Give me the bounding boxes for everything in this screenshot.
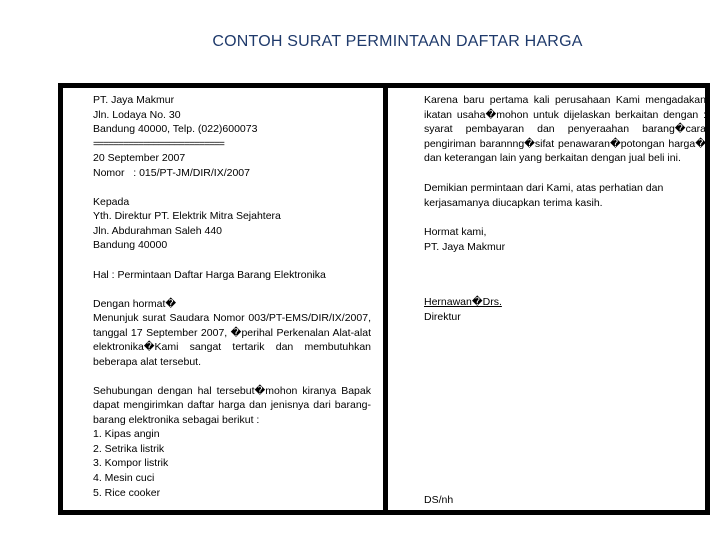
letter-date: 20 September 2007 [93, 152, 186, 165]
sender-address: Jln. Lodaya No. 30 [93, 108, 181, 121]
signer-title: Direktur [424, 310, 461, 323]
signer-name: Hernawan�Drs. [424, 296, 502, 309]
sender-company: PT. Jaya Makmur [93, 94, 175, 106]
body-paragraph-3: Karena baru pertama kali perusahaan Kami mengadakan ikatan usaha�mohon untuk dijelaskan berkaitan dengan : syarat pembayaran dan penyeraahan barang�cara pengiriman barannng�sifat penawaran�potongan harga� dan keterangan lain yang berkaitan dengan jual beli ini. [424, 94, 706, 165]
letter-left-column [93, 93, 371, 500]
list-item: 1. Kipas angin [93, 428, 160, 441]
initials: DS/nh [424, 493, 454, 506]
closing-salutation: Hormat kami, [424, 226, 487, 239]
body-paragraph-4: Demikian permintaan dari Kami, atas perhatian dan kerjasamanya diucapkan terima kasih. [424, 181, 664, 209]
letter-right-column [424, 93, 706, 507]
closing-company: PT. Jaya Makmur [424, 240, 506, 253]
column-divider [383, 83, 388, 515]
list-item: 4. Mesin cuci [93, 472, 155, 485]
letter-subject: Hal : Permintaan Daftar Harga Barang Elektronika [93, 268, 326, 281]
sender-city-phone: Bandung 40000, Telp. (022)600073 [93, 123, 258, 136]
recipient-address: Jln. Abdurahman Saleh 440 [93, 224, 223, 237]
letterhead-separator: ========================== [93, 137, 224, 150]
letter-greeting: Dengan hormat� [93, 297, 177, 310]
document-title: CONTOH SURAT PERMINTAAN DAFTAR HARGA [212, 33, 583, 50]
body-paragraph-2: Sehubungan dengan hal tersebut�mohon kiranya Bapak dapat mengirimkan daftar harga dan jenisnya dari barang-barang elektronika sebagai berikut : [93, 384, 371, 426]
recipient-label: Kepada [93, 195, 130, 208]
list-item: 5. Rice cooker [93, 486, 161, 499]
list-item: 3. Kompor listrik [93, 457, 169, 470]
recipient-name: Yth. Direktur PT. Elektrik Mitra Sejahtera [93, 210, 281, 223]
recipient-city: Bandung 40000 [93, 239, 168, 252]
letter-number: Nomor : 015/PT-JM/DIR/IX/2007 [93, 166, 250, 179]
body-paragraph-1: Menunjuk surat Saudara Nomor 003/PT-EMS/DIR/IX/2007, tanggal 17 September 2007, �perihal Perkenalan Alat-alat elektronika�Kami sangat tertarik dan membutuhkan beberapa alat tersebut. [93, 312, 371, 368]
list-item: 2. Setrika listrik [93, 442, 165, 455]
